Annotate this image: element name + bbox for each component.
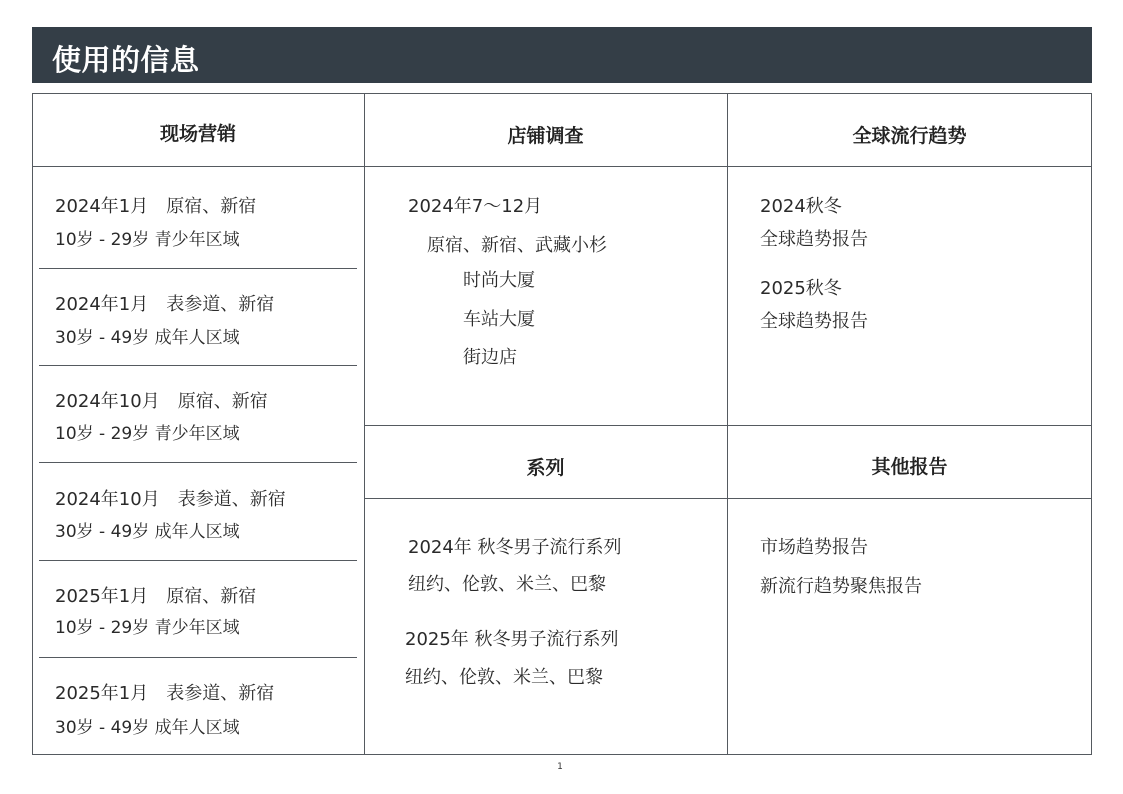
list-item-date-location: 2024年1月 表参道、新宿 (55, 294, 275, 315)
list-item-date-location: 2025年1月 原宿、新宿 (55, 586, 257, 607)
trend-report: 全球趋势报告 (760, 229, 868, 250)
survey-areas: 原宿、新宿、武藏小杉 (427, 235, 607, 256)
title-bar (32, 27, 1092, 83)
list-item-date-location: 2024年1月 原宿、新宿 (55, 196, 257, 217)
trend-season: 2024秋冬 (760, 196, 842, 217)
collection-title: 2024年 秋冬男子流行系列 (408, 537, 622, 558)
header-other-reports: 其他报告 (871, 456, 948, 478)
column-divider-2 (727, 93, 728, 755)
list-divider (39, 560, 357, 561)
list-item-date-location: 2025年1月 表参道、新宿 (55, 683, 275, 704)
store-type: 时尚大厦 (463, 270, 535, 291)
column-divider-1 (364, 93, 365, 755)
collection-cities: 纽约、伦敦、米兰、巴黎 (405, 667, 603, 688)
collection-title: 2025年 秋冬男子流行系列 (405, 629, 619, 650)
report-item: 市场趋势报告 (760, 537, 868, 558)
list-item-age-zone: 30岁 - 49岁 成年人区域 (55, 522, 240, 542)
page-number: 1 (557, 762, 563, 772)
list-divider (39, 462, 357, 463)
header-store-survey: 店铺调查 (507, 125, 584, 147)
survey-period: 2024年7～12月 (408, 196, 543, 217)
list-item-date-location: 2024年10月 表参道、新宿 (55, 489, 286, 510)
list-item-age-zone: 10岁 - 29岁 青少年区域 (55, 618, 240, 638)
header-global-trends: 全球流行趋势 (852, 125, 967, 147)
report-item: 新流行趋势聚焦报告 (760, 576, 922, 597)
list-divider (39, 657, 357, 658)
list-item-age-zone: 10岁 - 29岁 青少年区域 (55, 424, 240, 444)
header-divider (32, 166, 1092, 167)
second-header-divider (364, 498, 1092, 499)
trend-season: 2025秋冬 (760, 278, 842, 299)
list-item-age-zone: 30岁 - 49岁 成年人区域 (55, 718, 240, 738)
list-item-date-location: 2024年10月 原宿、新宿 (55, 391, 268, 412)
middle-divider (364, 425, 1092, 426)
list-item-age-zone: 30岁 - 49岁 成年人区域 (55, 328, 240, 348)
trend-report: 全球趋势报告 (760, 311, 868, 332)
header-collections: 系列 (526, 457, 565, 479)
header-field-marketing: 现场营销 (159, 123, 236, 145)
list-item-age-zone: 10岁 - 29岁 青少年区域 (55, 230, 240, 250)
collection-cities: 纽约、伦敦、米兰、巴黎 (408, 574, 606, 595)
store-type: 街边店 (463, 347, 517, 368)
page-title: 使用的信息 (52, 43, 200, 77)
store-type: 车站大厦 (463, 309, 535, 330)
list-divider (39, 365, 357, 366)
list-divider (39, 268, 357, 269)
